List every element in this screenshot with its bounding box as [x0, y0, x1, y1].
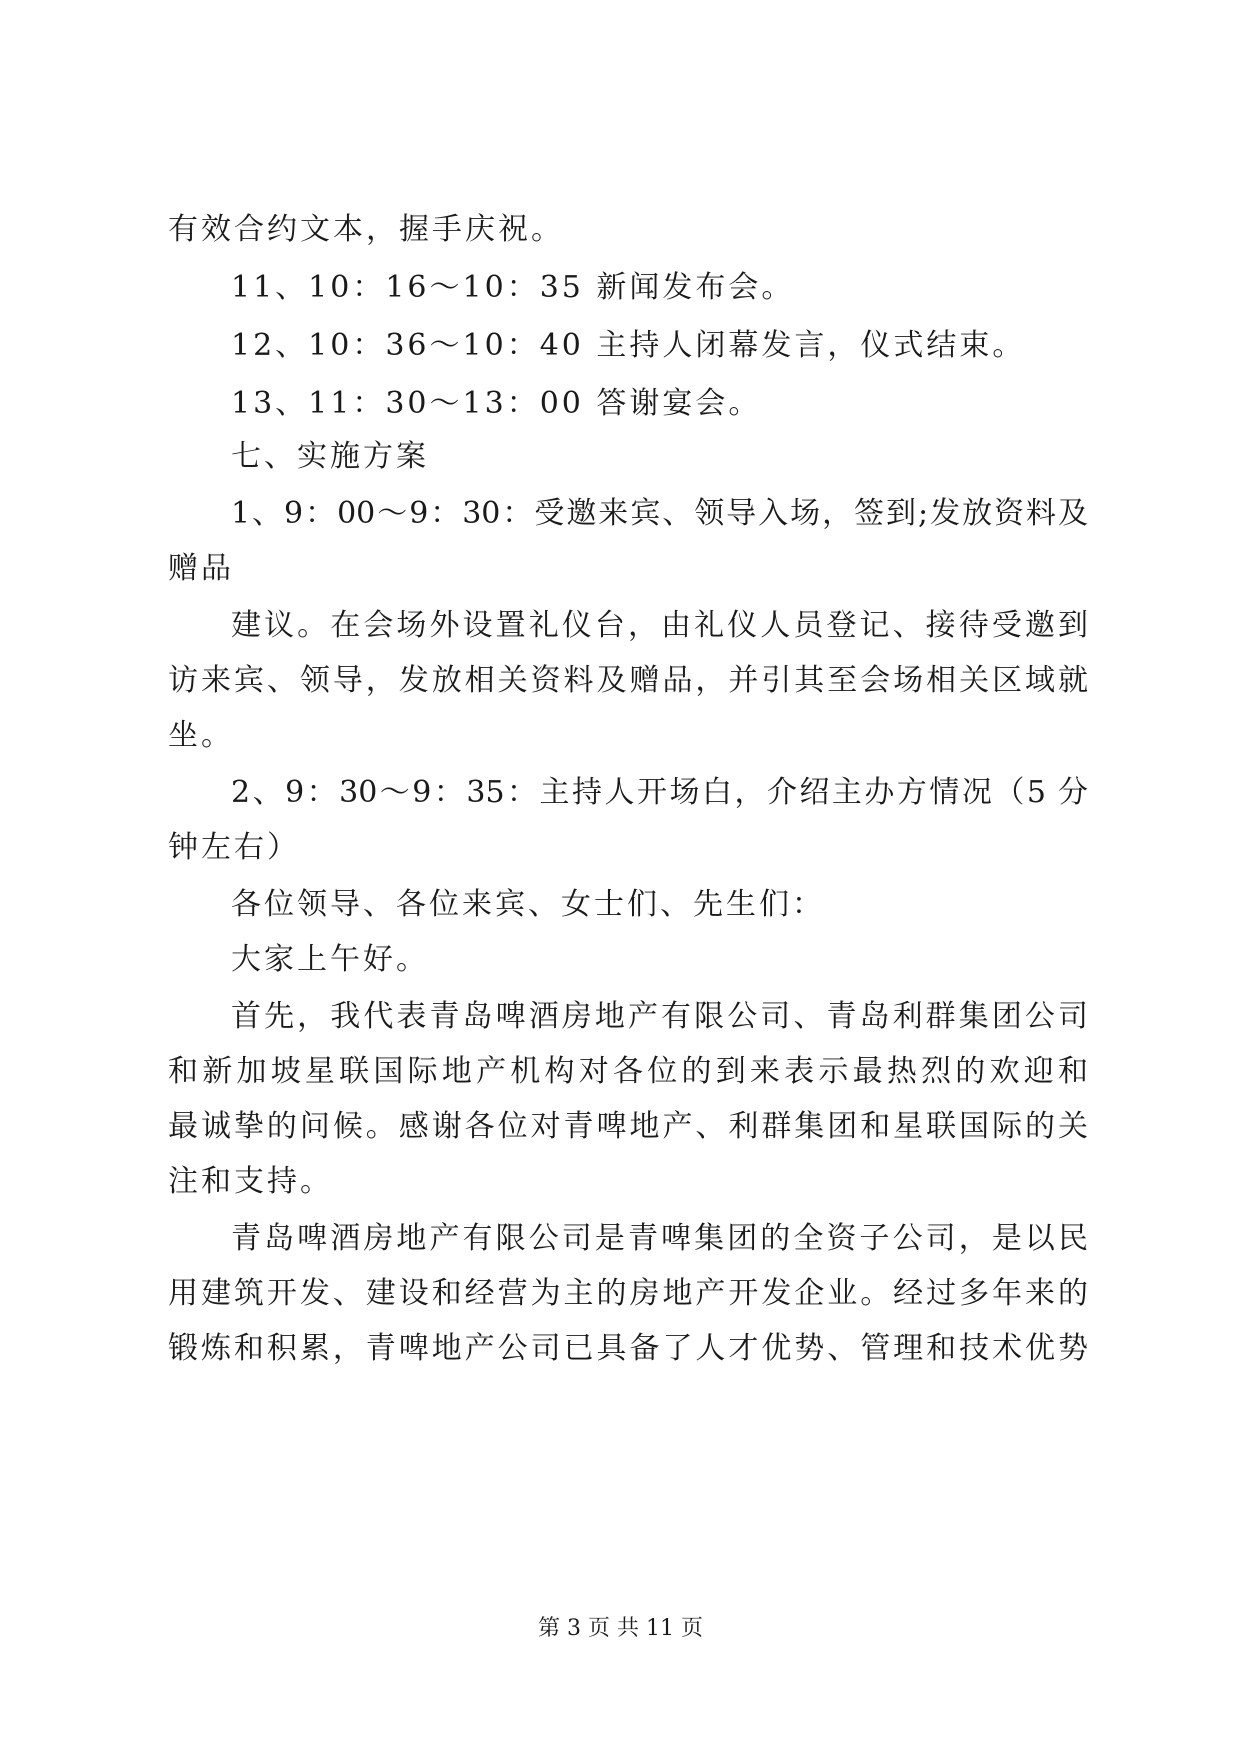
text-line: 2、9：30～9：35：主持人开场白，介绍主办方情况（5 分 [231, 775, 1088, 810]
text-line: 赠品 [168, 551, 234, 586]
text-line: 和新加坡星联国际地产机构对各位的到来表示最热烈的欢迎和 [168, 1054, 1088, 1089]
text-line: 大家上午好。 [231, 942, 429, 977]
text-line: 坐。 [168, 718, 234, 753]
text-line: 锻炼和积累，青啤地产公司已具备了人才优势、管理和技术优势 [168, 1331, 1088, 1366]
text-line: 11、10：16～10：35 新闻发布会。 [231, 270, 795, 305]
text-line: 各位领导、各位来宾、女士们、先生们： [231, 887, 825, 922]
text-line: 13、11：30～13：00 答谢宴会。 [231, 386, 762, 421]
text-line: 青岛啤酒房地产有限公司是青啤集团的全资子公司，是以民 [231, 1221, 1088, 1256]
text-line: 建议。在会场外设置礼仪台，由礼仪人员登记、接待受邀到 [231, 608, 1088, 643]
text-line: 用建筑开发、建设和经营为主的房地产开发企业。经过多年来的 [168, 1276, 1088, 1311]
text-line: 注和支持。 [168, 1164, 333, 1199]
text-line: 1、9：00～9：30：受邀来宾、领导入场，签到;发放资料及 [231, 496, 1088, 531]
text-line: 有效合约文本，握手庆祝。 [168, 212, 564, 247]
text-line: 钟左右） [168, 830, 300, 865]
text-line: 12、10：36～10：40 主持人闭幕发言，仪式结束。 [231, 328, 1026, 363]
section-heading: 七、实施方案 [231, 439, 429, 474]
text-line: 访来宾、领导，发放相关资料及赠品，并引其至会场相关区域就 [168, 663, 1088, 698]
text-line: 首先，我代表青岛啤酒房地产有限公司、青岛利群集团公司 [231, 999, 1088, 1034]
text-line: 最诚挚的问候。感谢各位对青啤地产、利群集团和星联国际的关 [168, 1109, 1088, 1144]
page-number-footer: 第 3 页 共 11 页 [538, 1616, 703, 1641]
